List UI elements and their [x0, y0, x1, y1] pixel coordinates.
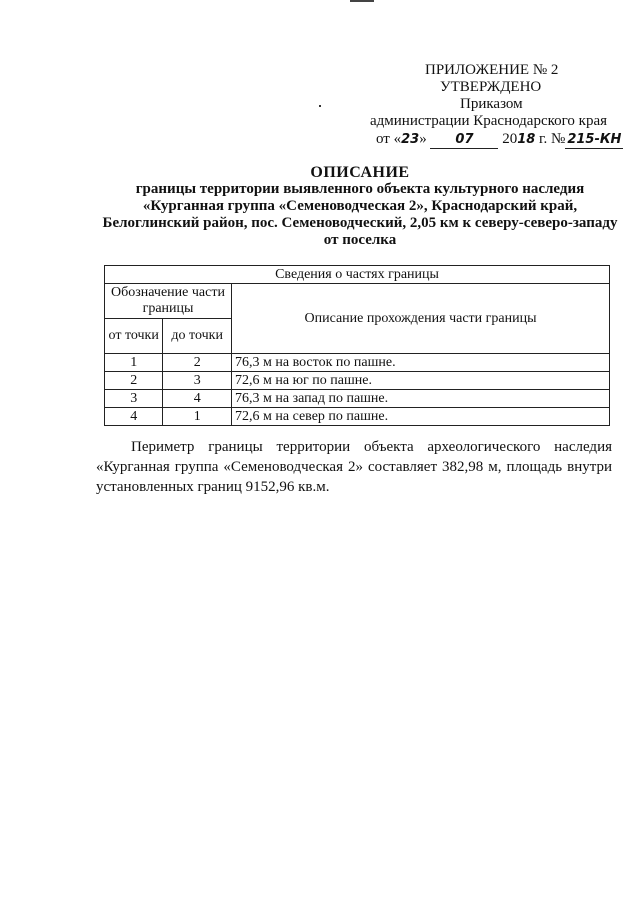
from-cell: 1 — [105, 354, 163, 372]
table-header-row — [105, 284, 610, 319]
title-line-4: от поселка — [323, 232, 397, 248]
table-row — [105, 390, 610, 408]
date-mid: » — [419, 131, 427, 147]
to-cell: 1 — [163, 408, 232, 426]
to-cell: 3 — [163, 372, 232, 390]
title-line-2: «Курганная группа «Семеноводческая 2», Краснодарский край, — [142, 198, 578, 214]
designation-header: Обозначение части границы — [105, 284, 232, 319]
handwritten-year: 18 — [517, 132, 536, 147]
perimeter-paragraph: Периметр границы территории объекта археологического наследия «Курганная группа «Семеноводческая 2» составляет 382,98 м, площадь внутри установленных границ 9152,96 кв.м. — [96, 439, 612, 495]
table-row — [105, 408, 610, 426]
order-date-line — [376, 131, 623, 149]
to-cell: 4 — [163, 390, 232, 408]
title-line-1: границы территории выявленного объекта культурного наследия — [135, 181, 585, 197]
handwritten-month: 07 — [455, 132, 474, 147]
table-caption: Сведения о частях границы — [105, 266, 610, 284]
date-year-a: 20 — [502, 131, 518, 147]
description-cell: 76,3 м на запад по пашне. — [232, 390, 610, 408]
handwritten-day: 23 — [401, 132, 420, 147]
table-caption-row — [105, 266, 610, 284]
title-line-3: Белоглинский район, пос. Семеноводческий, 2,05 км к северу-северо-западу — [102, 215, 618, 231]
from-cell: 2 — [105, 372, 163, 390]
description-cell: 72,6 м на юг по пашне. — [232, 372, 610, 390]
from-header: от точки — [105, 319, 163, 354]
description-header: Описание прохождения части границы — [232, 284, 610, 354]
order-label: Приказом — [460, 96, 523, 112]
authority-label: администрации Краснодарского края — [370, 113, 608, 129]
from-cell: 4 — [105, 408, 163, 426]
to-header: до точки — [163, 319, 232, 354]
boundary-table — [104, 265, 610, 426]
date-year-suffix: г. № — [535, 131, 566, 147]
date-prefix: от « — [376, 131, 402, 147]
title-main: ОПИСАНИЕ — [310, 164, 410, 181]
approved-label: УТВЕРЖДЕНО — [440, 79, 542, 95]
handwritten-month-field — [430, 131, 498, 149]
scan-dot — [319, 105, 321, 107]
scan-mark — [350, 0, 374, 2]
table-row — [105, 372, 610, 390]
to-cell: 2 — [163, 354, 232, 372]
description-cell: 76,3 м на восток по пашне. — [232, 354, 610, 372]
appendix-label: ПРИЛОЖЕНИЕ № 2 — [425, 62, 559, 78]
table-row — [105, 354, 610, 372]
document-title — [80, 164, 640, 249]
handwritten-order-number: 215-КН — [567, 132, 622, 147]
description-cell: 72,6 м на север по пашне. — [232, 408, 610, 426]
from-cell: 3 — [105, 390, 163, 408]
